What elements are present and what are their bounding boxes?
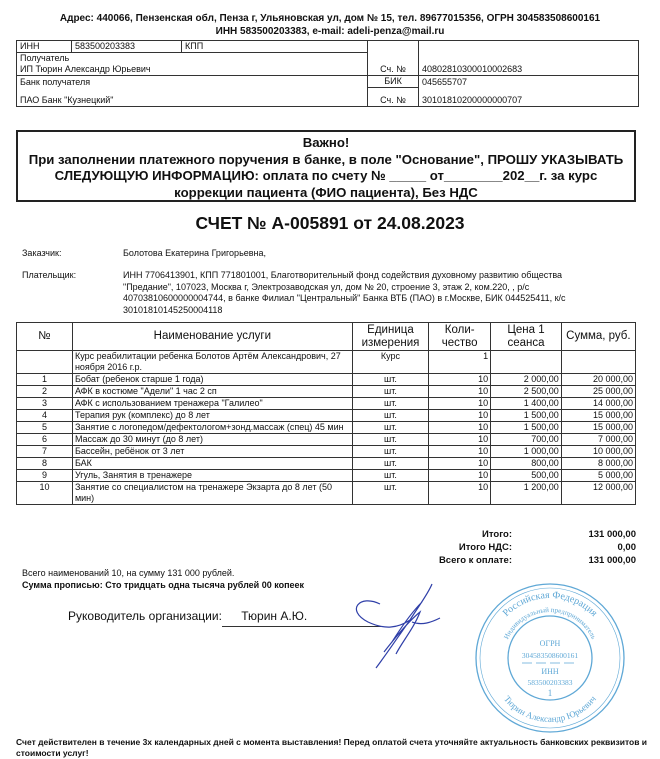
- cell-name: АФК с использованием тренажера "Галилео": [72, 398, 352, 410]
- table-row: [17, 386, 636, 398]
- stamp-ogrn-value: 304583508600161: [521, 651, 579, 660]
- table-row: [17, 422, 636, 434]
- notice-line-3: коррекции пациента (ФИО пациента), Без НДС: [174, 184, 478, 200]
- header-text: Коли-: [444, 323, 475, 336]
- cell-num: 6: [17, 434, 73, 446]
- cell-num: 5: [17, 422, 73, 434]
- payment-notice-box: [16, 130, 636, 202]
- customer-label: Заказчик:: [22, 248, 62, 258]
- cell-sum: 14 000,00: [561, 398, 635, 410]
- stamp-inn-label: ИНН: [541, 667, 559, 676]
- amount-due-label: Всего к оплате:: [438, 555, 512, 566]
- kpp-label: КПП: [185, 41, 204, 51]
- notice-line-2: СЛЕДУЮЩУЮ ИНФОРМАЦИЮ: оплата по счету № _____ от________202__г. за курс: [54, 168, 598, 183]
- cell-name: Бассейн, ребёнок от 3 лет: [72, 446, 352, 458]
- col-header-qty: [429, 323, 491, 351]
- cell-name: АФК в костюме "Адели" 1 час 2 сп: [72, 386, 352, 398]
- cell-num: [17, 351, 73, 374]
- cell-qty: 10: [429, 386, 491, 398]
- validity-note-line-2: стоимости услуг!: [16, 748, 89, 758]
- cell-sum: 15 000,00: [561, 422, 635, 434]
- cell-qty: 10: [429, 422, 491, 434]
- corr-account-value: 30101810200000000707: [419, 88, 639, 107]
- bik-value: 045655707: [419, 76, 639, 88]
- table-row: [17, 446, 636, 458]
- cell-price: 800,00: [491, 458, 562, 470]
- cell-num: 3: [17, 398, 73, 410]
- items-count-summary: Всего наименований 10, на сумму 131 000 рублей.: [22, 568, 235, 578]
- cell-unit: шт.: [352, 398, 428, 410]
- cell-price: 1 400,00: [491, 398, 562, 410]
- cell-price: [491, 351, 562, 374]
- bank-label: Банк получателя: [17, 76, 368, 88]
- cell-sum: 7 000,00: [561, 434, 635, 446]
- cell-sum: [561, 351, 635, 374]
- stamp-ogrn-label: ОГРН: [539, 639, 561, 648]
- vat-label: Итого НДС:: [458, 542, 512, 553]
- cell-unit: шт.: [352, 386, 428, 398]
- account-label: Сч. №: [368, 64, 419, 76]
- cell-num: 2: [17, 386, 73, 398]
- cell-price: 1 500,00: [491, 410, 562, 422]
- total-value: 131 000,00: [588, 529, 636, 540]
- director-name: Тюрин А.Ю.: [241, 609, 308, 623]
- cell-num: 9: [17, 470, 73, 482]
- table-row: [17, 482, 636, 505]
- cell-sum: 5 000,00: [561, 470, 635, 482]
- kpp-cell: [182, 41, 368, 53]
- inn-value: 583500203383: [72, 41, 182, 53]
- cell-price: 1 500,00: [491, 422, 562, 434]
- invoice-title: СЧЕТ № А-005891 от 24.08.2023: [195, 213, 465, 233]
- handwritten-signature-icon: [340, 582, 450, 672]
- cell-name: Занятие со специалистом на тренажере Экзарта до 8 лет (50 мин): [72, 482, 352, 505]
- col-header-num: №: [17, 323, 73, 351]
- cell-sum: 10 000,00: [561, 446, 635, 458]
- cell-sum: 15 000,00: [561, 410, 635, 422]
- table-row: [17, 458, 636, 470]
- cell-name: Занятие с логопедом/дефектологом+зонд.массаж (спец) 45 мин: [72, 422, 352, 434]
- notice-line-1: При заполнении платежного поручения в банке, в поле "Основание", ПРОШУ УКАЗЫВАТЬ: [28, 151, 624, 167]
- cell-name: Курс реабилитации ребенка Болотов Артём Александрович, 27 ноября 2016 г.р.: [72, 351, 352, 374]
- header-text: сеанса: [507, 336, 545, 349]
- bank-details-table: [16, 40, 639, 107]
- cell-name: Терапия рук (комплекс) до 8 лет: [72, 410, 352, 422]
- table-row: [17, 470, 636, 482]
- cell-name: Массаж до 30 минут (до 8 лет): [72, 434, 352, 446]
- cell-unit: шт.: [352, 422, 428, 434]
- company-address: Адрес: 440066, Пензенская обл, Пенза г, Ульяновская ул, дом № 15, тел. 89677015356, ОГРН 304583508600161: [59, 13, 601, 24]
- cell-qty: 10: [429, 434, 491, 446]
- stamp-ring-inner: Индивидуальный предприниматель: [502, 605, 598, 641]
- header-text: измерения: [361, 336, 420, 349]
- header-text: Цена 1: [507, 323, 545, 336]
- cell-num: 1: [17, 374, 73, 386]
- notice-title: Важно!: [302, 135, 350, 150]
- cell-name: Угуль, Занятия в тренажере: [72, 470, 352, 482]
- cell-qty: 10: [429, 446, 491, 458]
- cell-unit: шт.: [352, 470, 428, 482]
- cell-unit: шт.: [352, 410, 428, 422]
- header-text: чество: [441, 336, 478, 349]
- cell-unit: шт.: [352, 374, 428, 386]
- bank-name: ПАО Банк "Кузнецкий": [17, 88, 368, 107]
- vat-value: 0,00: [617, 542, 636, 553]
- table-row: [17, 374, 636, 386]
- cell-sum: 20 000,00: [561, 374, 635, 386]
- cell-num: 7: [17, 446, 73, 458]
- cell-num: 4: [17, 410, 73, 422]
- cell-num: 10: [17, 482, 73, 505]
- payer-details: [123, 270, 623, 316]
- bik-label: БИК: [368, 76, 419, 88]
- cell-qty: 1: [429, 351, 491, 374]
- inn-label: ИНН: [17, 41, 72, 53]
- validity-note-line-1: Счет действителен в течение 3х календарных дней с момента выставления! Перед оплатой счета уточняйте актуальность банковских реквизитов и: [16, 737, 648, 747]
- col-header-price: [491, 323, 562, 351]
- payer-label: Плательщик:: [22, 270, 77, 280]
- services-table: [16, 322, 636, 505]
- cell-price: 500,00: [491, 470, 562, 482]
- cell-sum: 25 000,00: [561, 386, 635, 398]
- header-text: Единица: [367, 323, 414, 336]
- director-label: Руководитель организации:: [68, 609, 222, 623]
- cell-qty: 10: [429, 482, 491, 505]
- table-row: [17, 434, 636, 446]
- cell-qty: 10: [429, 458, 491, 470]
- recipient-name: ИП Тюрин Александр Юрьевич: [17, 64, 368, 76]
- cell-price: 1 000,00: [491, 446, 562, 458]
- col-header-unit: [352, 323, 428, 351]
- cell-unit: Курс: [352, 351, 428, 374]
- cell-unit: шт.: [352, 446, 428, 458]
- cell-qty: 10: [429, 374, 491, 386]
- course-row: [17, 351, 636, 374]
- total-label: Итого:: [482, 529, 512, 540]
- cell-name: Бобат (ребенок старше 1 года): [72, 374, 352, 386]
- cell-price: 2 500,00: [491, 386, 562, 398]
- cell-sum: 8 000,00: [561, 458, 635, 470]
- validity-note: [16, 737, 656, 759]
- cell-num: 8: [17, 458, 73, 470]
- corr-account-label: Сч. №: [368, 88, 419, 107]
- stamp-ring-bottom: Тюрин Александр Юрьевич: [502, 693, 598, 725]
- col-header-sum: Сумма, руб.: [561, 323, 635, 351]
- stamp-inn-value: 583500203383: [527, 678, 573, 687]
- cell-unit: шт.: [352, 458, 428, 470]
- stamp-ring-top: Российская Федерация: [500, 589, 600, 619]
- stamp-number: 1: [547, 688, 553, 698]
- cell-name: БАК: [72, 458, 352, 470]
- cell-price: 2 000,00: [491, 374, 562, 386]
- amount-due-value: 131 000,00: [588, 555, 636, 566]
- amount-in-words: Сумма прописью: Сто тридцать одна тысяча рублей 00 копеек: [22, 580, 305, 590]
- payer-line: 40703810600000004744, в банке Филиал "Центральный" Банка ВТБ (ПАО) в г.Москве, БИК 044525411, к/с: [123, 293, 566, 303]
- cell-price: 1 200,00: [491, 482, 562, 505]
- cell-qty: 10: [429, 470, 491, 482]
- signature-stroke: [356, 584, 440, 668]
- cell-price: 700,00: [491, 434, 562, 446]
- table-header-row: [17, 323, 636, 351]
- signature-row: [68, 609, 307, 623]
- table-row: [17, 410, 636, 422]
- account-value: 40802810300010002683: [419, 64, 639, 76]
- customer-value: Болотова Екатерина Григорьевна,: [123, 248, 267, 258]
- cell-qty: 10: [429, 398, 491, 410]
- table-row: [17, 398, 636, 410]
- cell-qty: 10: [429, 410, 491, 422]
- company-inn-email: ИНН 583500203383, e-mail: adeli-penza@mail.ru: [215, 26, 445, 37]
- payer-line: ИНН 7706413901, КПП 771801001, Благотворительный фонд содействия духовному развитию общества: [123, 270, 563, 280]
- cell-unit: шт.: [352, 434, 428, 446]
- payer-line: "Предание", 107023, Москва г, Электрозаводская ул, дом № 20, строение 3, этаж 2, ком.220, , р/с: [123, 281, 530, 292]
- payer-line: 30101810145250004118: [123, 304, 223, 315]
- company-stamp-icon: [470, 578, 630, 738]
- cell-sum: 12 000,00: [561, 482, 635, 505]
- col-header-name: Наименование услуги: [72, 323, 352, 351]
- recipient-label: Получатель: [17, 53, 368, 65]
- cell-unit: шт.: [352, 482, 428, 505]
